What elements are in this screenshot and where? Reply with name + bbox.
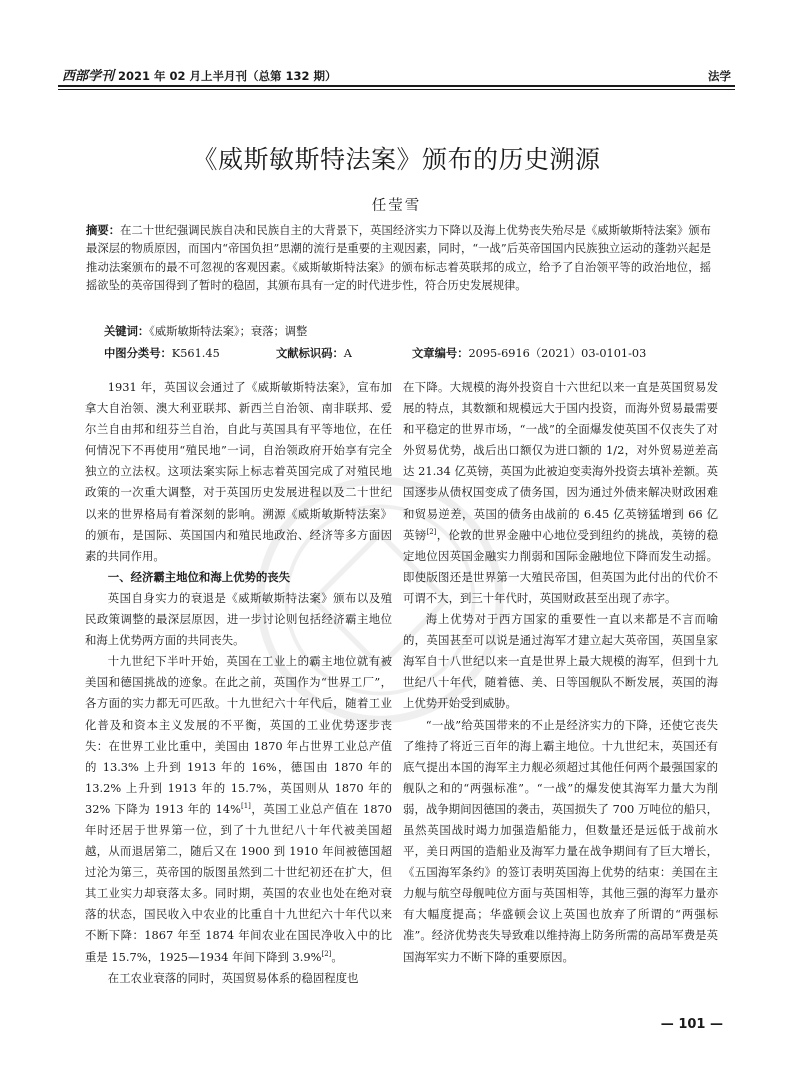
citation: [2] xyxy=(426,527,437,536)
paragraph: 海上优势对于西方国家的重要性一直以来都是不言而喻的，英国甚至可以说是通过海军才建立起大英帝国，英国皇家海军自十八世纪以来一直是世界上最大规模的海军，但到十九世纪八十年代，随着德、美、日等国舰队不断发展，英国的海上优势开始受到威胁。 xyxy=(403,612,718,711)
article-number: 文章编号：2095-6916（2021）03-0101-03 xyxy=(412,347,647,360)
paragraph: 在下降。大规模的海外投资自十六世纪以来一直是英国贸易发展的特点，其数额和规模远大于国内投资，而海外贸易最需要和平稳定的世界市场，“一战”的全面爆发使英国不仅丧失了对外贸易优势，战后出口额仅为进口额的 1/2，对外贸易逆差高达 21.34 亿英镑，英国为此被迫变卖海外投资去填补差额。英国逐步从债权国变成了债务国，因为通过外债来解决财政困难和贸易逆差，英国的债务由战前的 6.45 亿英镑猛增到 66 亿英镑[2]，伦敦的世界金融中心地位受到纽约的挑战，英镑的稳定地位因英国金融实力削弱和国际金融地位下降而发生动摇。即使版图还是世界第一大殖民帝国，但英国为此付出的代价不可谓不大，到三十年代时，英国财政甚至出现了赤字。 xyxy=(403,380,718,605)
journal-info xyxy=(62,65,337,84)
abstract-text: 在二十世纪强调民族自决和民族自主的大背景下，英国经济实力下降以及海上优势丧失殆尽是《威斯敏斯特法案》颁布最深层的物质原因，而国内“帝国负担”思潮的流行是重要的主观因素，同时，“一战”后英帝国国内民族独立运动的蓬勃兴起是推动法案颁布的最不可忽视的客观因素。《威斯敏斯特法案》的颁布标志着英联邦的成立，给予了自治领平等的政治地位，摇摇欲坠的英帝国得到了暂时的稳固，其颁布具有一定的时代进步性，符合历史发展规律。 xyxy=(86,224,711,293)
keywords-label: 关键词： xyxy=(104,325,150,338)
journal-logo: 西部学刊 xyxy=(62,69,115,84)
running-header xyxy=(62,62,731,84)
section-label: 法学 xyxy=(708,69,731,83)
article-author: 任莹雪 xyxy=(371,198,422,214)
article-title: 《威斯敏斯特法案》颁布的历史溯源 xyxy=(192,145,601,174)
keywords xyxy=(104,323,307,339)
issue-info: 2021 年 02 月上半月刊（总第 132 期） xyxy=(118,69,337,83)
paragraph: 英国自身实力的衰退是《威斯敏斯特法案》颁布以及殖民政策调整的最深层原因，进一步讨论则包括经济霸主地位和海上优势两方面的共同丧失。 xyxy=(85,590,392,648)
header-rule-thick xyxy=(58,85,735,87)
paragraph: 十九世纪下半叶开始，英国在工业上的霸主地位就有被美国和德国挑战的迹象。在此之前，英国作为“世界工厂”，各方面的实力都无可匹敌。十九世纪六十年代后，随着工业化普及和资本主义发展的不平衡，英国的工业优势逐步丧失：在世界工业比重中，美国由 1870 年占世界工业总产值的 13.3% 上升到 1913 年的 16%，德国由 1870 年的 13.2% 上升到 1913 年的 15.7%，英国则从 1870 年的 32% 下降为 1913 年的 14%[1]，英国工业总产值在 1870 年时还居于世界第一位，到了十九世纪八十年代被美国超越，从而退居第二，随后又在 1900 到 1910 年间被德国超过沦为第三，英帝国的版图虽然到二十世纪初还在扩大，但其工业实力却衰落太多。同时期，英国的农业也处在绝对衰落的状态，国民收入中农业的比重自十九世纪六十年代以来不断下降：1867 年至 1874 年间农业在国民净收入中的比重是 15.7%，1925—1934 年间下降到 3.9%[2]。 xyxy=(85,654,392,964)
right-column xyxy=(403,377,718,968)
citation: [1] xyxy=(240,802,251,811)
paragraph: 在工农业衰落的同时，英国贸易体系的稳固程度也 xyxy=(107,970,359,985)
document-code: 文献标识码：A xyxy=(276,347,352,360)
paragraph: “一战”给英国带来的不止是经济实力的下降，还使它丧失了维持了将近三百年的海上霸主地位。十九世纪末，英国还有底气提出本国的海军主力舰必须超过其他任何两个最强国家的舰队之和的“两强标准”。“一战”的爆发使其海军力量大为削弱，战争期间因德国的袭击，英国损失了 700 万吨位的船只，虽然英国战时竭力加强造船能力，但数量还是远低于战前水平，美日两国的造船业及海军力量在战争期间有了巨大增长，《五国海军条约》的签订表明英国海上优势的结束：美国在主力舰与航空母舰吨位方面与英国相等，其他三强的海军力量亦有大幅度提高；华盛顿会议上英国也放弃了所谓的“两强标准”。经济优势丧失导致难以维持海上防务所需的高昂军费是英国海军实力不断下降的重要原因。 xyxy=(403,717,718,964)
paragraph: 1931 年，英国议会通过了《威斯敏斯特法案》，宣布加拿大自治领、澳大利亚联邦、新西兰自治领、南非联邦、爱尔兰自由邦和纽芬兰自治，自此与英国具有平等地位，在任何情况下不再使用“殖民地”一词，自治领政府开始享有完全独立的立法权。这项法案实际上标志着英国完成了对殖民地政策的一次重大调整，对于英国历史发展进程以及二十世纪以来的世界格局有着深刻的影响。溯源《威斯敏斯特法案》的颁布，是国际、英国国内和殖民地政治、经济等多方面因素的共同作用。 xyxy=(85,380,392,563)
header-rule-thin xyxy=(58,89,735,90)
abstract-label: 摘要： xyxy=(86,224,121,237)
abstract xyxy=(86,222,711,296)
clc-number: 中图分类号：K561.45 xyxy=(104,347,220,360)
page-number: — 101 — xyxy=(660,1017,723,1032)
section-heading: 一、经济霸主地位和海上优势的丧失 xyxy=(107,569,291,584)
left-column xyxy=(85,377,392,989)
keywords-text: 《威斯敏斯特法案》；衰落；调整 xyxy=(149,325,308,338)
citation: [2] xyxy=(321,949,332,958)
